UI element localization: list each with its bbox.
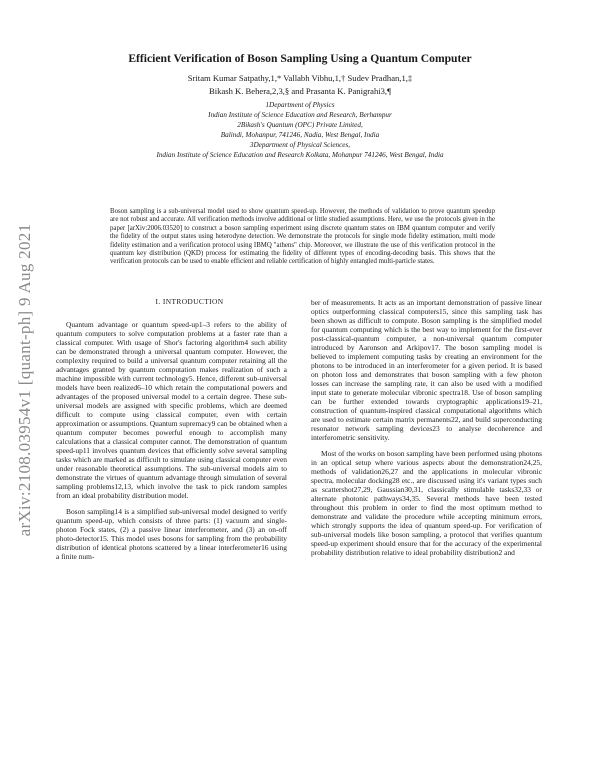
right-column [311, 298, 542, 564]
affiliation-3-institute: Indian Institute of Science Education and Research Kolkata, Mohanpur 741246, West Bengal, India [156, 151, 444, 159]
affiliation-2-label: 2Bikash's Quantum (OPC) Private Limited, [237, 121, 363, 129]
intro-paragraph-2: Boson sampling14 is a simplified sub-universal model designed to verify quantum speed-up, which consists of three parts: (1) vacuum and single-photon Fock states, (2) a passive linear interferometer, and (3) an on-off photo-detector15. This model uses bosons for sampling from the probability distribution of identical photons scattered by a linear interferometer16 using a finite num- [56, 507, 287, 561]
abstract: Boson sampling is a sub-universal model used to show quantum speed-up. However, the methods of validation to prove quantum speedup are not robust and accurate. All verification methods involve additional or little studied assumptions. Here, we use the protocols given in the paper [arXiv:2006.03520] to construct a boson sampling experiment using discrete quantum states on IBM quantum computer and verify the fidelity of the output states using heterodyne detection. We demonstrate the protocols for single mode fidelity estimation, multi mode fidelity estimation and a verification protocol using IBMQ "athens" chip. Moreover, we illustrate the use of this verification protocol in the quantum key distribution (QKD) process for estimating the fidelity of different types of encoding-decoding basis. This shows that the verification protocols can be used to enable efficient and reliable certification of highly entangled multi-particle states. [110, 208, 495, 266]
affiliation-3-label: 3Department of Physical Sciences, [249, 141, 351, 149]
intro-paragraph-4: Most of the works on boson sampling have been performed using photons in an optical setup where various aspects about the demonstration24,25, methods of validation26,27 and the applications in molecular vibronic spectra, molecular docking28 etc., are discussed using it's variant types such as scattershot27,29, Gaussian30,31, classically stimulable tasks32,33 or alternate photonic pathways34,35. Several methods have been tested throughout this problem in order to find the most optimum method to demonstrate and validate the procedure while accepting minimum errors, which strongly supports the idea of quantum speed-up. For verification of sub-universal models like boson sampling, a protocol that verifies quantum speed-up experiment should ensure that for the accuracy of the experimental probability distribution relative to ideal probability distribution2 and [311, 449, 542, 557]
affiliation-2-address: Balindi, Mohanpur, 741246, Nadia, West Bengal, India [220, 131, 380, 139]
arxiv-identifier: arXiv:2108.03954v1 [quant-ph] 9 Aug 2021 [15, 223, 34, 537]
affiliation-1-label: 1Department of Physics [265, 101, 335, 109]
author-line-2: Bikash K. Behera,2,3,§ and Prasanta K. Panigrahi3,¶ [209, 86, 391, 96]
intro-paragraph-3: ber of measurements. It acts as an important demonstration of passive linear optics outperforming classical computers15, since this sampling task has been shown as difficult to compute. Boson sampling is the simplified model for quantum computing which is the best way to implement for the first-ever post-classical-quantum computer, a non-universal quantum computer introduced by Aaronson and Arkipov17. The boson sampling model is believed to implement computing tasks by creating an environment for the photons to be introduced in an interferometer for a given period. It is based on photon loss and demonstrates that boson sampling with a few photon losses can increase the sampling rate, it can also be used with a modified input state to generate molecular vibronic spectra18. Use of boson sampling can be further extended towards cryptographic applications19–21, construction of quantum-inspired classical computational algorithms which are used to estimate certain matrix permanents22, and build superconducting resonator network sampling devices23 to analyse decoherence and interferometric sensitivity. [311, 298, 542, 442]
intro-paragraph-1: Quantum advantage or quantum speed-up1–3 refers to the ability of quantum computers to solve computation problems at a faster rate than a classical computer. With usage of Shor's factoring algorithm4 such ability can be demonstrated through a universal quantum computer. However, the complexity required to build a universal quantum computer retaining all the advantages granted by quantum computation makes realization of such a machine impossible with current technology5. Hence, different sub-universal models have been realized6–10 which retain the computational powers and advantages of the proposed universal model to a certain degree. These sub-universal models are assigned with specific problems, which are deemed difficult to compute using classical computer, even with certain approximation or assumptions. Quantum supremacy9 can be obtained when a quantum computer becomes powerful enough to accomplish many calculations that a classical computer cannot. The demonstration of quantum speed-up11 involves quantum devices that efficiently solve several sampling tasks which are marked as difficult to simulate using classical computer even under reasonable theoretical assumptions. The sub-universal models aim to demonstrate the virtues of quantum advantage through simulation of several sampling problems12,13, which involve the task to pick random samples from an ideal probability distribution model. [56, 320, 287, 500]
affiliation-1-institute: Indian Institute of Science Education and Research, Berhampur [208, 111, 392, 119]
author-line-1: Sritam Kumar Satpathy,1,* Vallabh Vibhu,1,† Sudev Pradhan,1,‡ [187, 73, 413, 83]
section-heading: I. INTRODUCTION [155, 297, 224, 306]
left-column [56, 320, 287, 568]
paper-title: Efficient Verification of Boson Sampling Using a Quantum Computer [128, 52, 472, 65]
